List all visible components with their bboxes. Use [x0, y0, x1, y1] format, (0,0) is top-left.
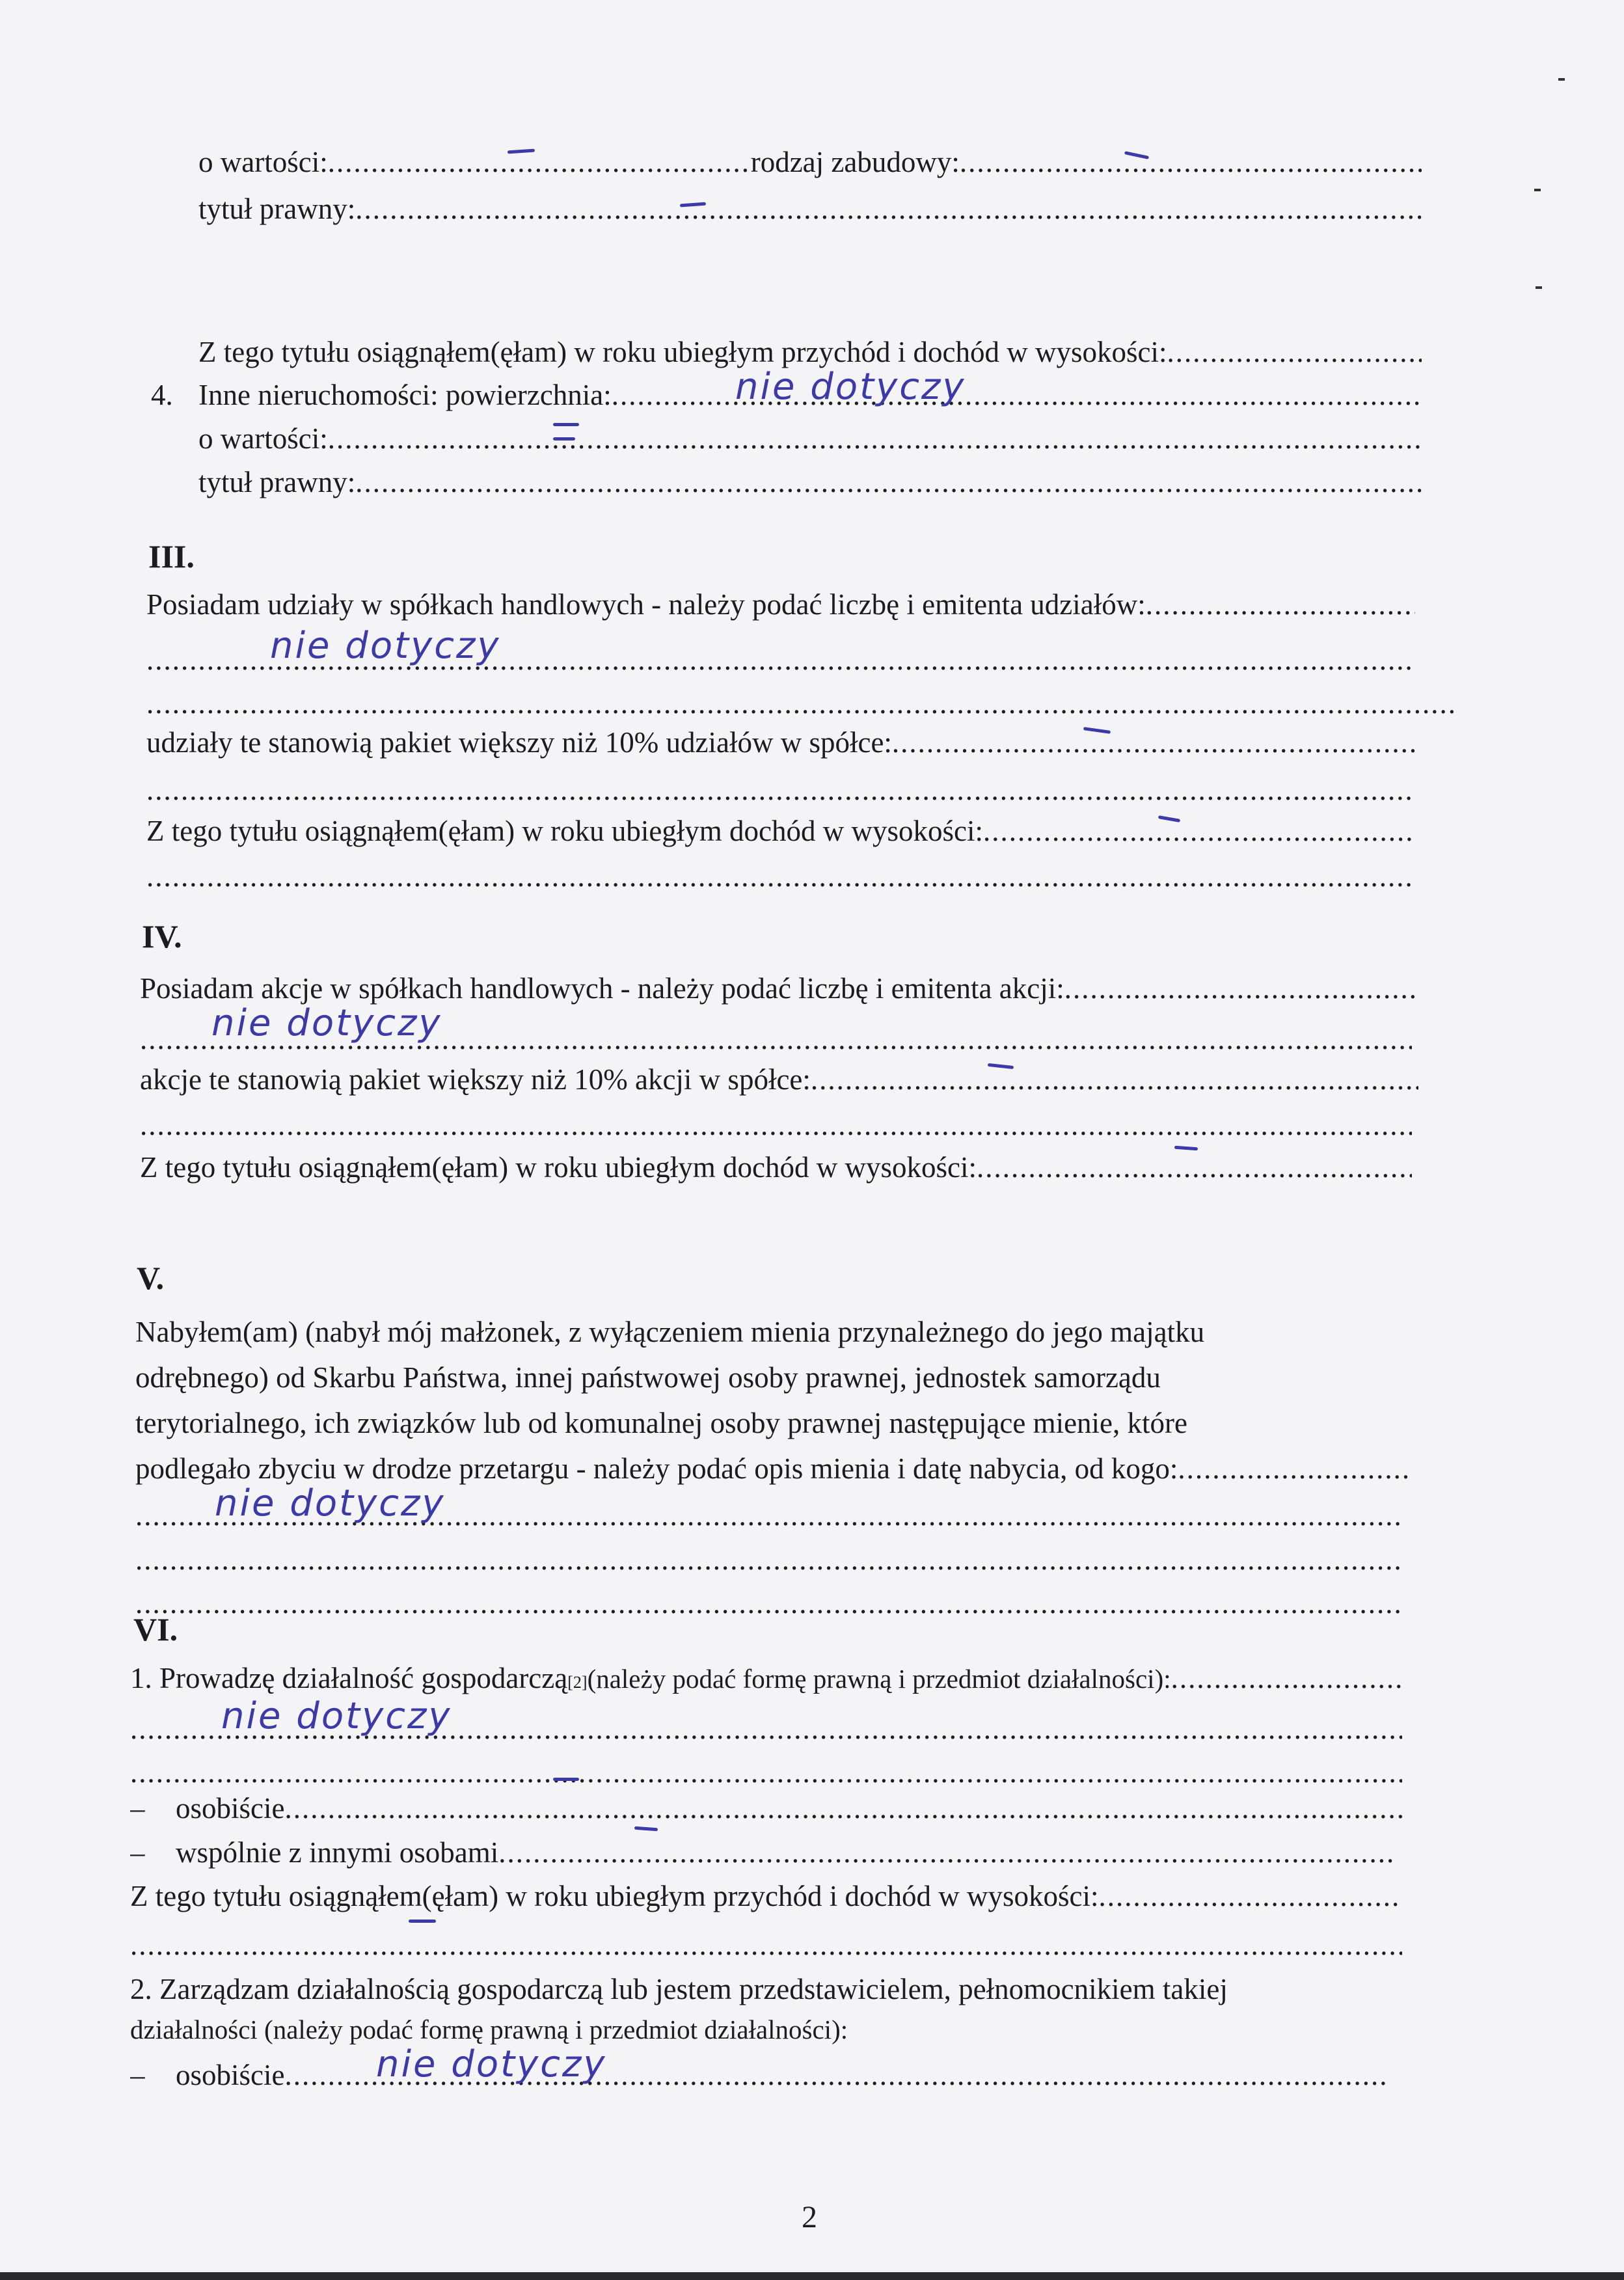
answer-line	[146, 858, 1415, 895]
scan-mark	[1558, 78, 1565, 81]
jointly-line: – wspólnie z innymi osobami .....	[130, 1834, 1396, 1871]
section-heading: V.	[137, 1260, 165, 1296]
answer-line	[130, 1926, 1402, 1964]
paragraph-line: Nabyłem(am) (nabył mój małżonek, z wyłączeniem mienia przynależnego do jego majątku	[135, 1316, 1205, 1348]
handwritten-answer: nie dotyczy	[211, 1002, 442, 1044]
section-heading: IV.	[142, 918, 182, 955]
scan-mark	[1534, 189, 1541, 191]
income-line: Z tego tytułu osiągnąłem(ęłam) w roku ubiegłym dochód w wysokości: .....	[146, 812, 1415, 850]
answer-line	[130, 1754, 1402, 1791]
answer-line	[146, 685, 1454, 722]
paragraph-line: podlegało zbyciu w drodze przetargu - należy podać opis mienia i datę nabycia, od kogo: .....	[135, 1450, 1411, 1487]
handwritten-answer: nie dotyczy	[221, 1695, 452, 1737]
answer-line	[146, 771, 1415, 809]
other-property-line: 4. Inne nieruchomości: powierzchnia: .....	[151, 376, 1422, 414]
section-heading: VI.	[133, 1611, 178, 1648]
stocks-percentage-line: akcje te stanowią pakiet większy niż 10% akcji w spółce: .....	[140, 1061, 1418, 1098]
personally-line: – osobiście .....	[130, 2056, 1389, 2094]
paragraph-line: odrębnego) od Skarbu Państwa, innej państwowej osoby prawnej, jednostek samorządu	[135, 1361, 1161, 1394]
management-line: 2. Zarządzam działalnością gospodarczą lub jestem przedstawicielem, pełnomocnikiem takiej	[130, 1973, 1228, 2005]
value-line: o wartości: ..... rodzaj zabudowy: .....	[198, 143, 1422, 181]
legal-title-line: tytuł prawny: .....	[198, 190, 1422, 228]
handwritten-dash	[553, 423, 579, 426]
handwritten-dash	[553, 1778, 579, 1781]
page-number: 2	[802, 2200, 817, 2234]
legal-title-line: tytuł prawny: .....	[198, 463, 1422, 501]
handwritten-answer: nie dotyczy	[270, 625, 501, 667]
handwritten-answer: nie dotyczy	[215, 1482, 446, 1525]
value-line: o wartości: .....	[198, 420, 1422, 457]
answer-line	[140, 1106, 1412, 1144]
scan-border	[0, 2272, 1624, 2280]
income-line: Z tego tytułu osiągnąłem(ęłam) w roku ubiegłym przychód i dochód w wysokości: .....	[198, 333, 1422, 371]
shares-percentage-line: udziały te stanowią pakiet większy niż 10% udziałów w spółce: .....	[146, 724, 1415, 761]
personally-line: – osobiście .....	[130, 1789, 1402, 1827]
section-heading: III.	[148, 538, 195, 575]
stocks-line: Posiadam akcje w spółkach handlowych - należy podać liczbę i emitenta akcji: .....	[140, 970, 1418, 1007]
handwritten-dash	[553, 437, 575, 441]
handwritten-dash	[409, 1920, 436, 1923]
answer-line	[135, 1584, 1404, 1622]
shares-line: Posiadam udziały w spółkach handlowych - należy podać liczbę i emitenta udziałów: .....	[146, 586, 1415, 623]
management-line: działalności (należy podać formę prawną i przedmiot działalności):	[130, 2015, 848, 2044]
income-line: Z tego tytułu osiągnąłem(ęłam) w roku ubiegłym przychód i dochód w wysokości: .....	[130, 1877, 1402, 1915]
income-line: Z tego tytułu osiągnąłem(ęłam) w roku ubiegłym dochód w wysokości: .....	[140, 1148, 1412, 1186]
paragraph-line: terytorialnego, ich związków lub od komunalnej osoby prawnej następujące mienie, które	[135, 1407, 1187, 1439]
handwritten-answer: nie dotyczy	[735, 366, 966, 408]
scan-mark	[1536, 286, 1542, 289]
answer-line	[135, 1541, 1404, 1579]
handwritten-answer: nie dotyczy	[376, 2043, 607, 2085]
business-activity-line: 1. Prowadzę działalność gospodarczą [2] (należy podać formę prawną i przedmiot działalności): .....	[130, 1659, 1405, 1698]
